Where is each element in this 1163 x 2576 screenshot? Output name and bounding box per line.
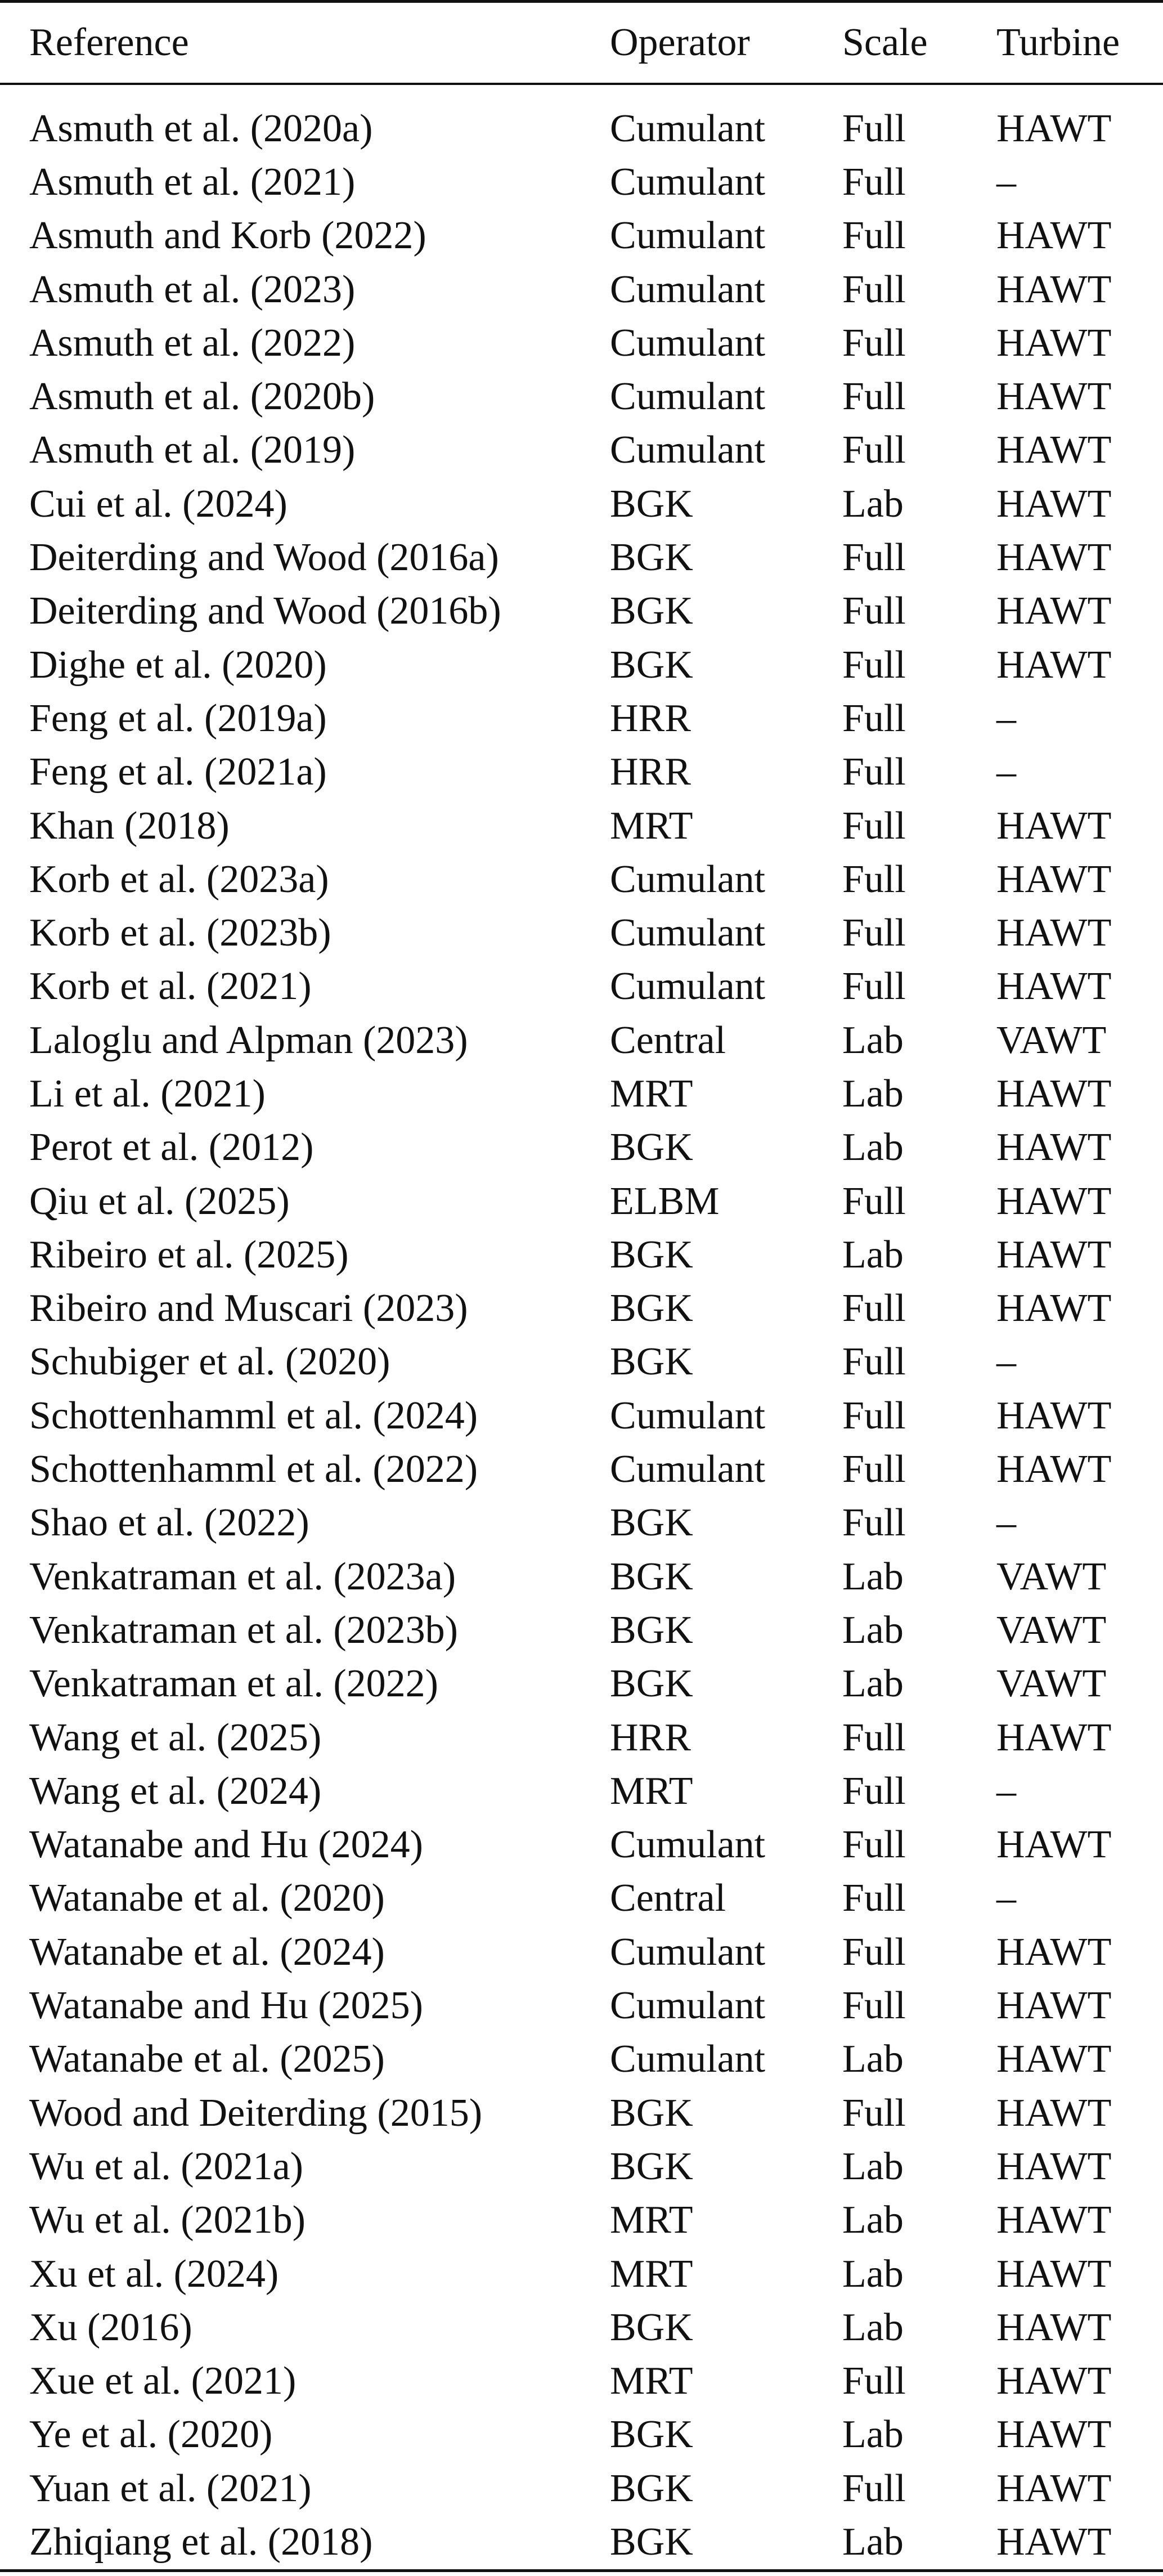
cell-operator: Cumulant — [610, 321, 766, 365]
cell-reference: Asmuth and Korb (2022) — [29, 214, 426, 258]
cell-turbine: HAWT — [996, 2359, 1112, 2403]
cell-scale: Full — [842, 1823, 906, 1867]
table-row — [0, 2033, 1163, 2086]
table-row — [0, 906, 1163, 960]
cell-operator: BGK — [610, 2515, 842, 2570]
cell-reference: Asmuth et al. (2022) — [29, 321, 356, 365]
cell-reference: Yuan et al. (2021) — [29, 2466, 312, 2510]
cell-turbine: HAWT — [996, 1287, 1112, 1330]
cell-operator: BGK — [610, 1233, 693, 1276]
cell-scale: Full — [842, 2359, 906, 2403]
cell-scale: Lab — [842, 2198, 904, 2242]
cell-reference: Korb et al. (2021) — [29, 965, 312, 1009]
table-row — [0, 1282, 1163, 1336]
table-row — [0, 692, 1163, 745]
cell-reference: Ye et al. (2020) — [29, 2413, 273, 2457]
cell-turbine: HAWT — [996, 1179, 1112, 1223]
cell-turbine: – — [996, 1876, 1016, 1920]
table-row — [0, 531, 1163, 584]
cell-scale: Lab — [842, 1072, 904, 1115]
table-row — [0, 2301, 1163, 2354]
table-row — [0, 1014, 1163, 1067]
cell-operator: Cumulant — [610, 375, 766, 419]
cell-scale: Full — [842, 750, 906, 794]
table-row — [0, 155, 1163, 209]
cell-operator: Central — [610, 1018, 726, 1062]
cell-scale: Full — [842, 1340, 906, 1384]
cell-scale: Full — [842, 375, 906, 419]
cell-scale: Full — [842, 643, 906, 687]
cell-reference: Asmuth et al. (2021) — [29, 160, 356, 204]
table-row — [0, 477, 1163, 531]
cell-operator: HRR — [610, 750, 691, 794]
cell-operator: Central — [610, 1876, 726, 1920]
cell-turbine: HAWT — [996, 2252, 1112, 2296]
cell-scale: Lab — [842, 1126, 904, 1170]
cell-reference: Feng et al. (2019a) — [29, 696, 327, 740]
cell-reference: Ribeiro et al. (2025) — [29, 1233, 349, 1276]
cell-turbine: VAWT — [996, 1608, 1107, 1652]
cell-reference: Li et al. (2021) — [29, 1072, 266, 1115]
cell-turbine: HAWT — [996, 428, 1112, 472]
cell-turbine: VAWT — [996, 1018, 1107, 1062]
cell-scale: Lab — [842, 1608, 904, 1652]
cell-turbine: HAWT — [996, 321, 1112, 365]
table-row — [0, 1711, 1163, 1764]
cell-scale: Lab — [842, 2515, 996, 2570]
table-row — [0, 1925, 1163, 1979]
table-row — [0, 1175, 1163, 1228]
header-row — [0, 2, 1163, 84]
cell-operator: BGK — [610, 1501, 693, 1545]
cell-reference: Korb et al. (2023a) — [29, 857, 329, 901]
cell-scale: Full — [842, 1179, 906, 1223]
cell-operator: ELBM — [610, 1179, 720, 1223]
cell-operator: Cumulant — [610, 911, 766, 955]
cell-reference: Wang et al. (2025) — [29, 1715, 322, 1759]
cell-reference: Laloglu and Alpman (2023) — [29, 1018, 468, 1062]
cell-operator: MRT — [610, 1072, 693, 1115]
cell-scale: Lab — [842, 2252, 904, 2296]
table-row — [0, 2515, 1163, 2570]
table-row — [0, 853, 1163, 906]
table-row — [0, 799, 1163, 853]
cell-turbine: HAWT — [996, 267, 1112, 311]
cell-operator: BGK — [610, 2144, 693, 2188]
cell-operator: HRR — [610, 1715, 691, 1759]
cell-reference: Deiterding and Wood (2016a) — [29, 536, 499, 580]
cell-reference: Watanabe et al. (2024) — [29, 1930, 385, 1974]
cell-scale: Full — [842, 804, 906, 848]
cell-scale: Lab — [842, 2413, 904, 2457]
cell-turbine: HAWT — [996, 375, 1112, 419]
cell-turbine: HAWT — [996, 1715, 1112, 1759]
cell-scale: Full — [842, 1930, 906, 1974]
cell-operator: Cumulant — [610, 965, 766, 1009]
cell-reference: Deiterding and Wood (2016b) — [29, 589, 501, 633]
cell-scale: Full — [842, 267, 906, 311]
table-row — [0, 2354, 1163, 2408]
cell-scale: Full — [842, 911, 906, 955]
cell-scale: Full — [842, 1448, 906, 1491]
cell-reference: Wu et al. (2021b) — [29, 2198, 306, 2242]
cell-turbine: HAWT — [996, 1072, 1112, 1115]
cell-reference: Zhiqiang et al. (2018) — [0, 2515, 610, 2570]
cell-turbine: – — [996, 1501, 1016, 1545]
table-row — [0, 1657, 1163, 1711]
cell-turbine: HAWT — [996, 1448, 1112, 1491]
cell-operator: Cumulant — [610, 214, 766, 258]
cell-operator: BGK — [610, 1340, 693, 1384]
cell-reference: Asmuth et al. (2020a) — [29, 106, 373, 150]
cell-reference: Perot et al. (2012) — [29, 1126, 314, 1170]
cell-operator: MRT — [610, 2198, 693, 2242]
table-row — [0, 1872, 1163, 1925]
cell-reference: Wu et al. (2021a) — [29, 2144, 303, 2188]
table-row — [0, 1121, 1163, 1175]
table-row — [0, 1389, 1163, 1442]
cell-reference: Wood and Deiterding (2015) — [29, 2091, 482, 2135]
cell-scale: Lab — [842, 1233, 904, 1276]
cell-scale: Lab — [842, 2305, 904, 2349]
cell-operator: BGK — [610, 2466, 693, 2510]
cell-reference: Cui et al. (2024) — [29, 482, 288, 526]
cell-turbine: VAWT — [996, 1554, 1107, 1598]
cell-reference: Watanabe et al. (2020) — [29, 1876, 385, 1920]
cell-scale: Full — [842, 2091, 906, 2135]
cell-reference: Xu et al. (2024) — [29, 2252, 279, 2296]
table-row — [0, 746, 1163, 799]
cell-reference: Watanabe et al. (2025) — [29, 2037, 385, 2081]
cell-scale: Lab — [842, 1554, 904, 1598]
cell-operator: BGK — [610, 2091, 693, 2135]
cell-scale: Full — [842, 428, 906, 472]
cell-scale: Full — [842, 589, 906, 633]
cell-reference: Watanabe and Hu (2024) — [29, 1823, 423, 1867]
cell-turbine: HAWT — [996, 2515, 1163, 2570]
cell-turbine: – — [996, 160, 1016, 204]
cell-reference: Ribeiro and Muscari (2023) — [29, 1287, 468, 1330]
cell-turbine: HAWT — [996, 911, 1112, 955]
cell-reference: Khan (2018) — [29, 804, 230, 848]
cell-turbine: HAWT — [996, 214, 1112, 258]
cell-scale: Full — [842, 1769, 906, 1813]
cell-operator: Cumulant — [610, 267, 766, 311]
cell-scale: Full — [842, 857, 906, 901]
cell-turbine: HAWT — [996, 1394, 1112, 1437]
cell-operator: MRT — [610, 1769, 693, 1813]
table-body — [0, 84, 1163, 2570]
table-row — [0, 209, 1163, 263]
table-row — [0, 370, 1163, 423]
cell-operator: BGK — [610, 1662, 693, 1706]
cell-operator: BGK — [610, 1554, 693, 1598]
cell-reference: Feng et al. (2021a) — [29, 750, 327, 794]
cell-reference: Venkatraman et al. (2022) — [29, 1662, 438, 1706]
header-scale: Scale — [842, 2, 996, 84]
table-row — [0, 1818, 1163, 1872]
table-row — [0, 960, 1163, 1014]
cell-turbine: HAWT — [996, 804, 1112, 848]
table-row — [0, 316, 1163, 370]
table-row — [0, 585, 1163, 638]
table-row — [0, 1764, 1163, 1818]
cell-turbine: HAWT — [996, 482, 1112, 526]
cell-operator: BGK — [610, 536, 693, 580]
cell-operator: BGK — [610, 589, 693, 633]
cell-scale: Lab — [842, 1662, 904, 1706]
header-turbine: Turbine — [996, 2, 1163, 84]
table-row — [0, 1979, 1163, 2032]
cell-scale: Full — [842, 1287, 906, 1330]
cell-scale: Full — [842, 106, 906, 150]
cell-turbine: HAWT — [996, 1126, 1112, 1170]
cell-scale: Lab — [842, 482, 904, 526]
cell-operator: MRT — [610, 2252, 693, 2296]
cell-turbine: HAWT — [996, 2198, 1112, 2242]
cell-turbine: HAWT — [996, 2305, 1112, 2349]
table-header — [0, 2, 1163, 84]
table-row — [0, 1442, 1163, 1496]
table-row — [0, 1603, 1163, 1657]
header-operator: Operator — [610, 2, 842, 84]
cell-operator: BGK — [610, 1126, 693, 1170]
cell-turbine: HAWT — [996, 1930, 1112, 1974]
cell-turbine: HAWT — [996, 2091, 1112, 2135]
cell-turbine: HAWT — [996, 2037, 1112, 2081]
cell-reference: Korb et al. (2023b) — [29, 911, 331, 955]
cell-turbine: HAWT — [996, 643, 1112, 687]
cell-turbine: HAWT — [996, 1233, 1112, 1276]
cell-operator: Cumulant — [610, 428, 766, 472]
cell-operator: BGK — [610, 2413, 693, 2457]
cell-turbine: HAWT — [996, 1823, 1112, 1867]
table-row — [0, 638, 1163, 692]
table-row — [0, 2462, 1163, 2515]
cell-operator: Cumulant — [610, 857, 766, 901]
cell-scale: Lab — [842, 2144, 904, 2188]
table-row — [0, 1228, 1163, 1282]
table-row — [0, 2194, 1163, 2247]
header-reference: Reference — [0, 2, 610, 84]
cell-reference: Xu (2016) — [29, 2305, 192, 2349]
cell-operator: HRR — [610, 696, 691, 740]
cell-scale: Lab — [842, 1018, 904, 1062]
cell-scale: Full — [842, 2466, 906, 2510]
cell-turbine: HAWT — [996, 106, 1112, 150]
cell-turbine: HAWT — [996, 2144, 1112, 2188]
cell-reference: Asmuth et al. (2023) — [29, 267, 356, 311]
cell-reference: Asmuth et al. (2019) — [29, 428, 356, 472]
cell-operator: BGK — [610, 1287, 693, 1330]
cell-operator: BGK — [610, 2305, 693, 2349]
table-row — [0, 263, 1163, 316]
cell-operator: MRT — [610, 804, 693, 848]
cell-turbine: HAWT — [996, 1984, 1112, 2028]
cell-reference: Dighe et al. (2020) — [29, 643, 327, 687]
cell-scale: Full — [842, 1876, 906, 1920]
cell-operator: Cumulant — [610, 1984, 766, 2028]
cell-reference: Watanabe and Hu (2025) — [29, 1984, 423, 2028]
cell-operator: Cumulant — [610, 160, 766, 204]
cell-scale: Full — [842, 536, 906, 580]
cell-turbine: HAWT — [996, 536, 1112, 580]
table-row — [0, 1336, 1163, 1389]
cell-reference: Venkatraman et al. (2023b) — [29, 1608, 458, 1652]
cell-turbine: HAWT — [996, 2466, 1112, 2510]
cell-reference: Wang et al. (2024) — [29, 1769, 322, 1813]
cell-operator: Cumulant — [610, 1448, 766, 1491]
cell-turbine: HAWT — [996, 589, 1112, 633]
cell-scale: Full — [842, 1984, 906, 2028]
table-row — [0, 84, 1163, 155]
cell-reference: Qiu et al. (2025) — [29, 1179, 290, 1223]
table-row — [0, 2408, 1163, 2462]
cell-turbine: – — [996, 1769, 1016, 1813]
cell-scale: Lab — [842, 2037, 904, 2081]
cell-operator: Cumulant — [610, 1823, 766, 1867]
cell-scale: Full — [842, 214, 906, 258]
cell-reference: Shao et al. (2022) — [29, 1501, 309, 1545]
cell-operator: Cumulant — [610, 1394, 766, 1437]
table-row — [0, 1067, 1163, 1121]
cell-reference: Schottenhamml et al. (2024) — [29, 1394, 478, 1437]
cell-operator: Cumulant — [610, 106, 766, 150]
cell-reference: Schubiger et al. (2020) — [29, 1340, 390, 1384]
table-row — [0, 2086, 1163, 2140]
cell-scale: Full — [842, 160, 906, 204]
cell-turbine: HAWT — [996, 965, 1112, 1009]
table-row — [0, 2247, 1163, 2301]
cell-operator: BGK — [610, 643, 693, 687]
cell-reference: Schottenhamml et al. (2022) — [29, 1448, 478, 1491]
cell-turbine: – — [996, 696, 1016, 740]
cell-operator: Cumulant — [610, 1930, 766, 1974]
cell-scale: Full — [842, 965, 906, 1009]
cell-scale: Full — [842, 321, 906, 365]
cell-scale: Full — [842, 1394, 906, 1437]
cell-reference: Asmuth et al. (2020b) — [29, 375, 375, 419]
cell-operator: MRT — [610, 2359, 693, 2403]
cell-scale: Full — [842, 1715, 906, 1759]
cell-turbine: – — [996, 1340, 1016, 1384]
cell-scale: Full — [842, 696, 906, 740]
table-row — [0, 1497, 1163, 1550]
cell-turbine: – — [996, 750, 1016, 794]
cell-reference: Venkatraman et al. (2023a) — [29, 1554, 456, 1598]
cell-operator: BGK — [610, 1608, 693, 1652]
table-row — [0, 424, 1163, 477]
cell-reference: Xue et al. (2021) — [29, 2359, 297, 2403]
table-row — [0, 2140, 1163, 2193]
cell-scale: Full — [842, 1501, 906, 1545]
cell-turbine: VAWT — [996, 1662, 1107, 1706]
cell-turbine: HAWT — [996, 857, 1112, 901]
cell-operator: Cumulant — [610, 2037, 766, 2081]
table-row — [0, 1550, 1163, 1603]
cell-turbine: HAWT — [996, 2413, 1112, 2457]
cell-operator: BGK — [610, 482, 693, 526]
